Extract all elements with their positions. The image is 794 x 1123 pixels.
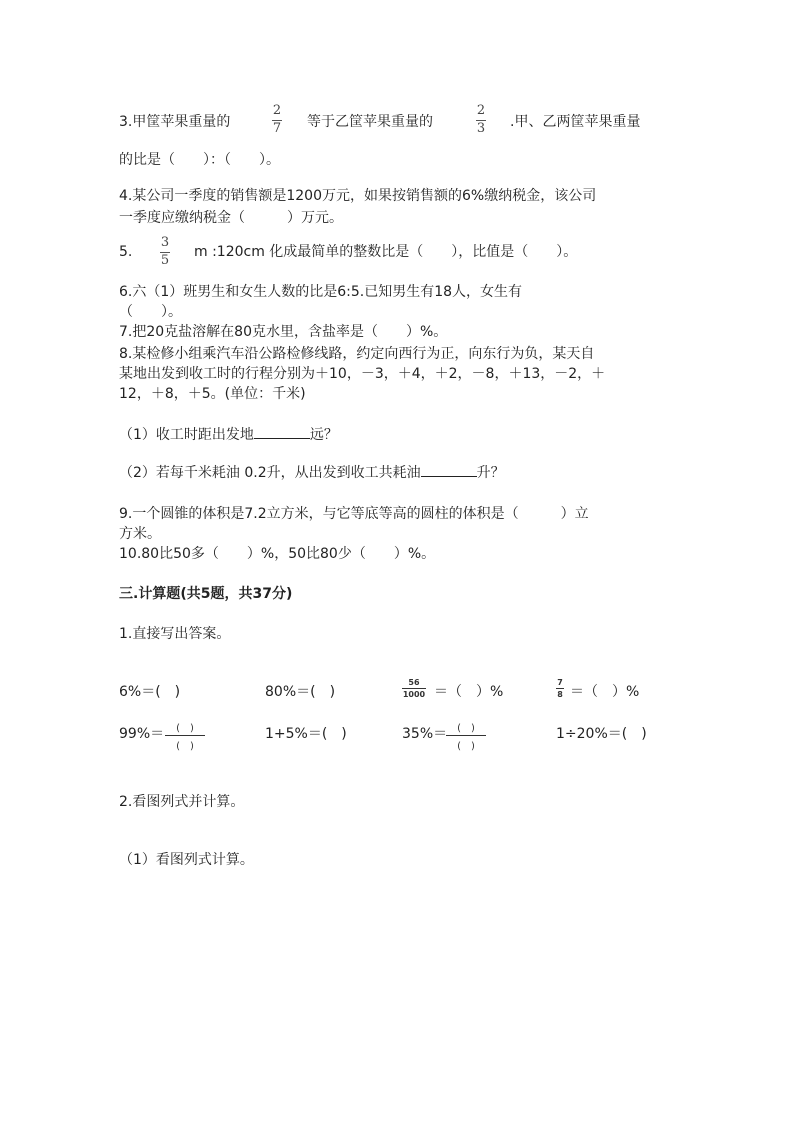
calc-item: 80%＝( ) xyxy=(265,684,336,700)
calc-item: 1÷20%＝( ) xyxy=(556,726,647,742)
calc-item: 6%＝( ) xyxy=(119,684,181,700)
q4-line2: 一季度应缴纳税金（ ）万元。 xyxy=(119,210,343,226)
fraction-denominator: 1000 xyxy=(402,690,426,699)
q9-line1: 9.一个圆锥的体积是7.2立方米，与它等底等高的圆柱的体积是（ ）立 xyxy=(119,506,589,522)
q10-line1: 10.80比50多（ ）%，50比80少（ ）%。 xyxy=(119,546,436,562)
fraction-bar xyxy=(165,735,205,736)
fraction-numerator: 2 xyxy=(272,103,282,118)
fraction-denominator: ( ) xyxy=(176,741,194,752)
q8-sub2-text-a: （2）若每千米耗油 0.2升，从出发到收工共耗油 xyxy=(119,465,421,481)
fraction-bar xyxy=(556,688,564,689)
q6-line1: 6.六（1）班男生和女生人数的比是6:5.已知男生有18人，女生有 xyxy=(119,284,523,300)
fraction-numerator: 7 xyxy=(557,678,563,687)
fraction-numerator: 3 xyxy=(160,235,170,250)
calc-fraction xyxy=(402,678,426,699)
q3-line1 xyxy=(119,112,230,132)
q3-fraction-2 xyxy=(476,104,486,136)
fraction-numerator: ( ) xyxy=(176,723,194,734)
fraction-denominator: 5 xyxy=(160,253,170,268)
q3-text-b: 等于乙筐苹果重量的 xyxy=(307,114,433,130)
q8-line1: 8.某检修小组乘汽车沿公路检修线路，约定向西行为正，向东行为负，某天自 xyxy=(119,346,595,362)
q6-line2: （ ）。 xyxy=(119,304,182,320)
calc1-title: 1.直接写出答案。 xyxy=(119,626,231,642)
section-title: 三.计算题(共5题，共37分) xyxy=(119,586,293,602)
calc-fraction xyxy=(165,719,205,752)
q5-number: 5. xyxy=(119,244,133,260)
q8-line2: 某地出发到收工时的行程分别为＋10，－3，＋4，＋2，－8，＋13，－2，＋ xyxy=(119,366,606,382)
q8-sub2-text-b: 升？ xyxy=(476,465,505,481)
calc-item: ＝（ ）% xyxy=(570,684,640,700)
fraction-denominator: ( ) xyxy=(457,741,475,752)
calc-item: 35%＝ xyxy=(402,726,448,742)
q8-sub1 xyxy=(119,424,338,445)
q7-line1: 7.把20克盐溶解在80克水里，含盐率是（ ）%。 xyxy=(119,324,448,340)
q5-fraction xyxy=(160,236,170,268)
q3-text-c: .甲、乙两筐苹果重量 xyxy=(510,114,641,130)
fraction-denominator: 3 xyxy=(476,121,486,136)
answer-blank[interactable] xyxy=(254,424,310,439)
fraction-bar xyxy=(446,735,486,736)
q9-line2: 方米。 xyxy=(119,526,161,542)
q3-fraction-1 xyxy=(272,104,282,136)
answer-blank[interactable] xyxy=(421,462,477,477)
fraction-bar xyxy=(402,688,426,689)
q3-text-a: 3.甲筐苹果重量的 xyxy=(119,114,231,130)
calc-item: 99%＝ xyxy=(119,726,165,742)
fraction-numerator: 56 xyxy=(408,678,420,687)
q8-sub2 xyxy=(119,462,505,483)
calc-item: ＝（ ）% xyxy=(434,684,504,700)
fraction-denominator: 8 xyxy=(557,690,563,699)
q8-line3: 12，＋8，＋5。(单位：千米) xyxy=(119,386,306,402)
q8-sub1-text-a: （1）收工时距出发地 xyxy=(119,427,254,443)
calc2-sub1: （1）看图列式计算。 xyxy=(119,852,254,868)
fraction-denominator: 7 xyxy=(272,121,282,136)
calc-item: 1+5%＝( ) xyxy=(265,726,347,742)
calc2-title: 2.看图列式并计算。 xyxy=(119,794,245,810)
fraction-numerator: 2 xyxy=(476,103,486,118)
q3-line2: 的比是（ ）：（ ）。 xyxy=(119,152,280,168)
calc-fraction xyxy=(556,678,564,699)
calc-fraction xyxy=(446,719,486,752)
fraction-numerator: ( ) xyxy=(457,723,475,734)
q5-text: m :120cm 化成最简单的整数比是（ ），比值是（ ）。 xyxy=(194,244,578,260)
q4-line1: 4.某公司一季度的销售额是1200万元，如果按销售额的6%缴纳税金，该公司 xyxy=(119,188,597,204)
q8-sub1-text-b: 远？ xyxy=(309,427,338,443)
